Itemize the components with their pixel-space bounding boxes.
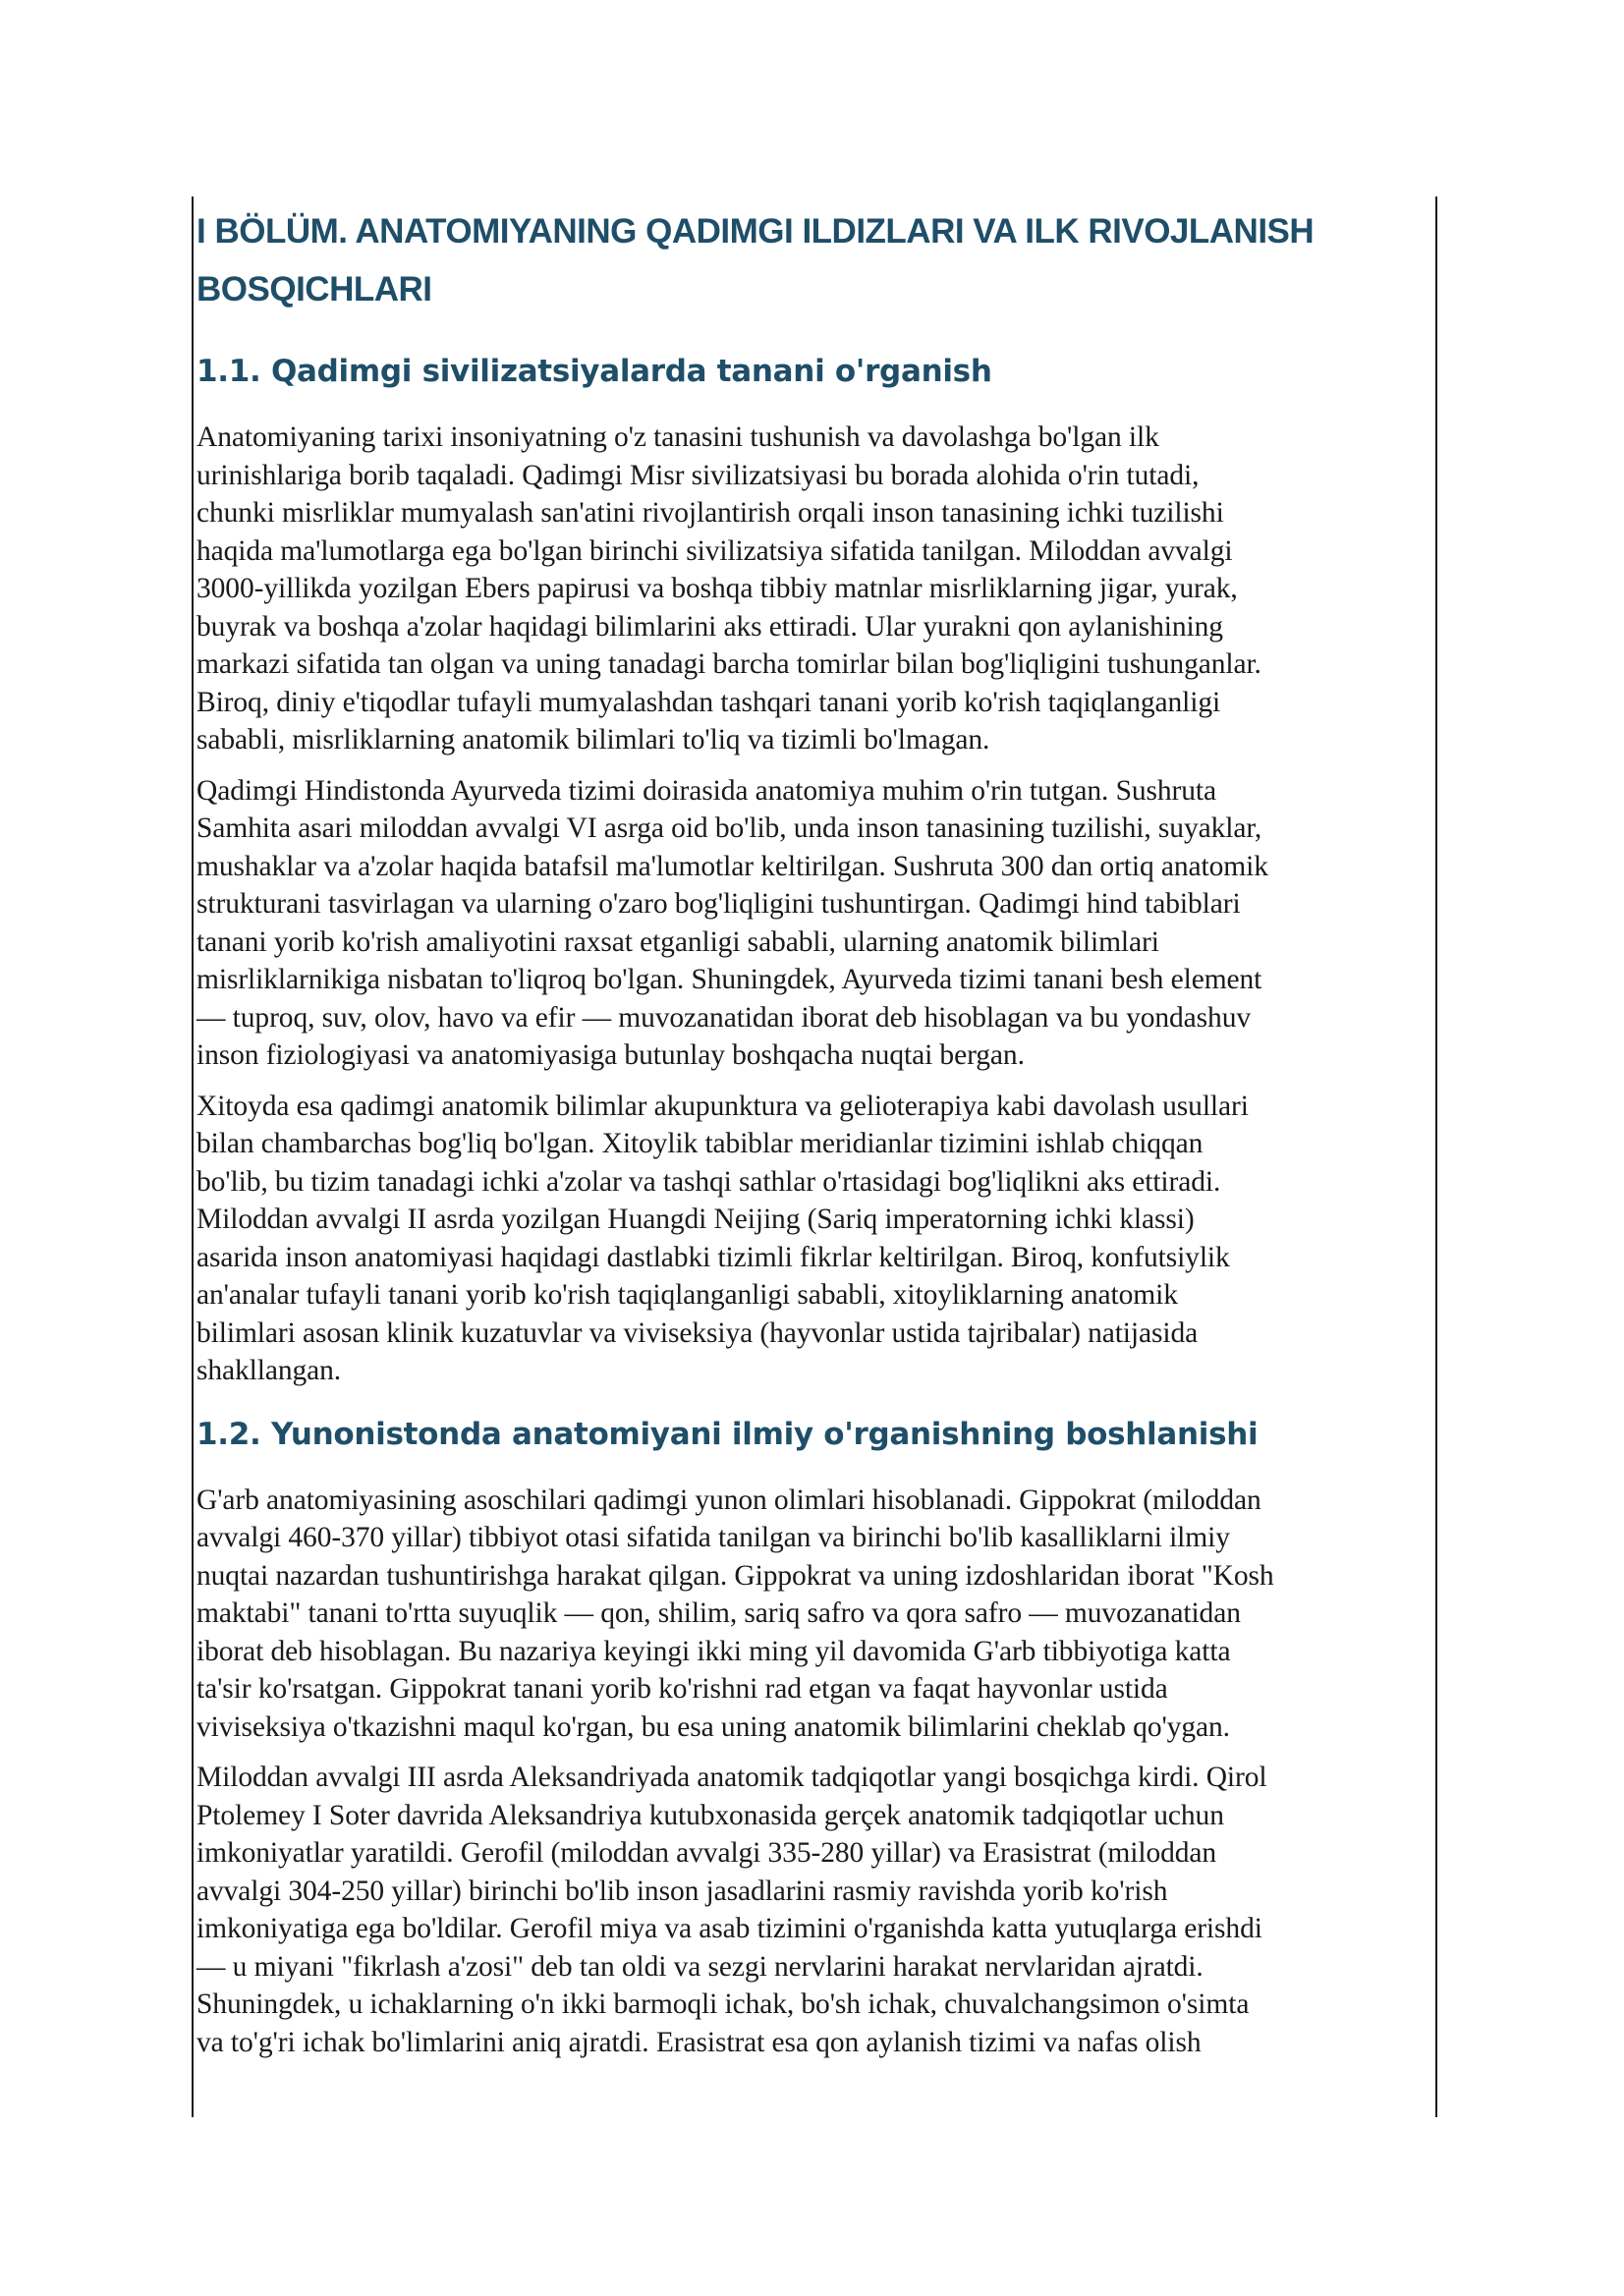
paragraph-line: sababli, misrliklarning anatomik bilimlari to'liq va tizimli bo'lmagan. bbox=[196, 724, 990, 756]
section-title: 1.1. Qadimgi sivilizatsiyalarda tanani o'rganish bbox=[196, 354, 992, 389]
paragraph-line: an'analar tufayli tanani yorib ko'rish taqiqlanganligi sababli, xitoyliklarning anatomik bbox=[196, 1279, 1178, 1311]
paragraph-line: asarida inson anatomiyasi haqidagi dastlabki tizimli fikrlar keltirilgan. Biroq, konfutsiylik bbox=[196, 1241, 1230, 1273]
paragraph-line: G'arb anatomiyasining asoschilari qadimgi yunon olimlari hisoblanadi. Gippokrat (miloddan bbox=[196, 1484, 1261, 1516]
body-paragraph bbox=[196, 1482, 1432, 1747]
paragraph-line: bo'lib, bu tizim tanadagi ichki a'zolar va tashqi sathlar o'rtasidagi bog'liqlikni aks ettiradi. bbox=[196, 1165, 1221, 1198]
paragraph-line: — tuproq, suv, olov, havo va efir — muvozanatidan iborat deb hisoblagan va bu yondashuv bbox=[196, 1001, 1252, 1034]
paragraph-line: bilimlari asosan klinik kuzatuvlar va viviseksiya (hayvonlar ustida tajribalar) natijasida bbox=[196, 1316, 1199, 1349]
paragraph-line: Xitoyda esa qadimgi anatomik bilimlar akupunktura va gelioterapiya kabi davolash usullari bbox=[196, 1090, 1249, 1122]
paragraph-line: avvalgi 460-370 yillar) tibbiyot otasi sifatida tanilgan va birinchi bo'lib kasalliklarni ilmiy bbox=[196, 1522, 1230, 1553]
paragraph-line: Biroq, diniy e'tiqodlar tufayli mumyalashdan tashqari tanani yorib ko'rish taqiqlanganligi bbox=[196, 686, 1221, 718]
paragraph-line: Miloddan avvalgi II asrda yozilgan Huangdi Neijing (Sariq imperatorning ichki klassi) bbox=[196, 1204, 1195, 1235]
paragraph-line: imkoniyatiga ega bo'ldilar. Gerofil miya va asab tizimini o'rganishda katta yutuqlarga erishdi bbox=[196, 1913, 1262, 1944]
paragraph-line: Qadimgi Hindistonda Ayurveda tizimi doirasida anatomiya muhim o'rin tutgan. Sushruta bbox=[196, 774, 1217, 807]
paragraph-line: mushaklar va a'zolar haqida batafsil ma'lumotlar keltirilgan. Sushruta 300 dan ortiq anatomik bbox=[196, 850, 1268, 882]
section-title: 1.2. Yunonistonda anatomiyani ilmiy o'rganishning boshlanishi bbox=[196, 1416, 1259, 1452]
paragraph-line: Miloddan avvalgi III asrda Aleksandriyada anatomik tadqiqotlar yangi bosqichga kirdi. Qirol bbox=[196, 1762, 1267, 1793]
chapter-title-line: I BÖLÜM. ANATOMIYANING QADIMGI ILDIZLARI VA ILK RIVOJLANISH bbox=[196, 212, 1315, 251]
body-paragraph bbox=[196, 1088, 1432, 1390]
paragraph-line: Ptolemey I Soter davrida Aleksandriya kutubxonasida gerçek anatomik tadqiqotlar uchun bbox=[196, 1799, 1224, 1831]
paragraph-line: bilan chambarchas bog'liq bo'lgan. Xitoylik tabiblar meridianlar tizimini ishlab chiqqan bbox=[196, 1128, 1204, 1159]
document-body bbox=[196, 202, 1432, 2074]
paragraph-line: tanani yorib ko'rish amaliyotini raxsat etganligi sababli, ularning anatomik bilimlari bbox=[196, 925, 1159, 958]
paragraph-line: inson fiziologiyasi va anatomiyasiga butunlay boshqacha nuqtai bergan. bbox=[196, 1039, 1025, 1071]
sections-container bbox=[196, 351, 1432, 2061]
paragraph-line: va to'g'ri ichak bo'limlarini aniq ajratdi. Erasistrat esa qon aylanish tizimi va nafas olish bbox=[196, 2026, 1202, 2058]
paragraph-line: avvalgi 304-250 yillar) birinchi bo'lib inson jasadlarini rasmiy ravishda yorib ko'rish bbox=[196, 1875, 1168, 1907]
paragraph-line: — u miyani "fikrlash a'zosi" deb tan oldi va sezgi nervlarini harakat nervlaridan ajratdi. bbox=[196, 1950, 1204, 1983]
paragraph-line: markazi sifatida tan olgan va uning tanadagi barcha tomirlar bilan bog'liqligini tushunganlar. bbox=[196, 648, 1261, 680]
paragraph-line: Shuningdek, u ichaklarning o'n ikki barmoqli ichak, bo'sh ichak, chuvalchangsimon o'simta bbox=[196, 1988, 1250, 2020]
body-paragraph bbox=[196, 1759, 1432, 2061]
body-paragraph bbox=[196, 772, 1432, 1075]
body-paragraph bbox=[196, 419, 1432, 759]
paragraph-line: maktabi" tanani to'rtta suyuqlik — qon, shilim, sariq safro va qora safro — muvozanatidan bbox=[196, 1597, 1241, 1629]
paragraph-line: iborat deb hisoblagan. Bu nazariya keyingi ikki ming yil davomida G'arb tibbiyotiga katta bbox=[196, 1635, 1231, 1667]
chapter-title-line: BOSQICHLARI bbox=[196, 270, 432, 308]
paragraph-line: buyrak va boshqa a'zolar haqidagi bilimlarini aks ettiradi. Ular yurakni qon aylanishining bbox=[196, 610, 1223, 643]
paragraph-line: imkoniyatlar yaratildi. Gerofil (miloddan avvalgi 335-280 yillar) va Erasistrat (miloddan bbox=[196, 1837, 1217, 1869]
paragraph-line: urinishlariga borib taqaladi. Qadimgi Misr sivilizatsiyasi bu borada alohida o'rin tutadi, bbox=[196, 459, 1200, 491]
paragraph-line: chunki misrliklar mumyalash san'atini rivojlantirish orqali inson tanasining ichki tuzilishi bbox=[196, 497, 1224, 529]
paragraph-line: haqida ma'lumotlarga ega bo'lgan birinchi sivilizatsiya sifatida tanilgan. Miloddan avvalgi bbox=[196, 534, 1233, 567]
paragraph-line: shakllangan. bbox=[196, 1355, 342, 1386]
paragraph-line: Samhita asari miloddan avvalgi VI asrga oid bo'lib, unda inson tanasining tuzilishi, suyaklar, bbox=[196, 812, 1262, 844]
paragraph-line: misrliklarnikiga nisbatan to'liqroq bo'lgan. Shuningdek, Ayurveda tizimi tanani besh element bbox=[196, 964, 1262, 995]
paragraph-line: strukturani tasvirlagan va ularning o'zaro bog'liqligini tushuntirgan. Qadimgi hind tabiblari bbox=[196, 888, 1241, 920]
chapter-title bbox=[196, 202, 1432, 318]
paragraph-line: ta'sir ko'rsatgan. Gippokrat tanani yorib ko'rishni rad etgan va faqat hayvonlar ustida bbox=[196, 1673, 1168, 1705]
paragraph-line: viviseksiya o'tkazishni maqul ko'rgan, bu esa uning anatomik bilimlarini cheklab qo'ygan. bbox=[196, 1710, 1230, 1743]
paragraph-line: Anatomiyaning tarixi insoniyatning o'z tanasini tushunish va davolashga bo'lgan ilk bbox=[196, 421, 1159, 453]
paragraph-line: nuqtai nazardan tushuntirishga harakat qilgan. Gippokrat va uning izdoshlaridan iborat "Kosh bbox=[196, 1559, 1274, 1592]
paragraph-line: 3000-yillikda yozilgan Ebers papirusi va boshqa tibbiy matnlar misrliklarning jigar, yurak, bbox=[196, 573, 1238, 604]
